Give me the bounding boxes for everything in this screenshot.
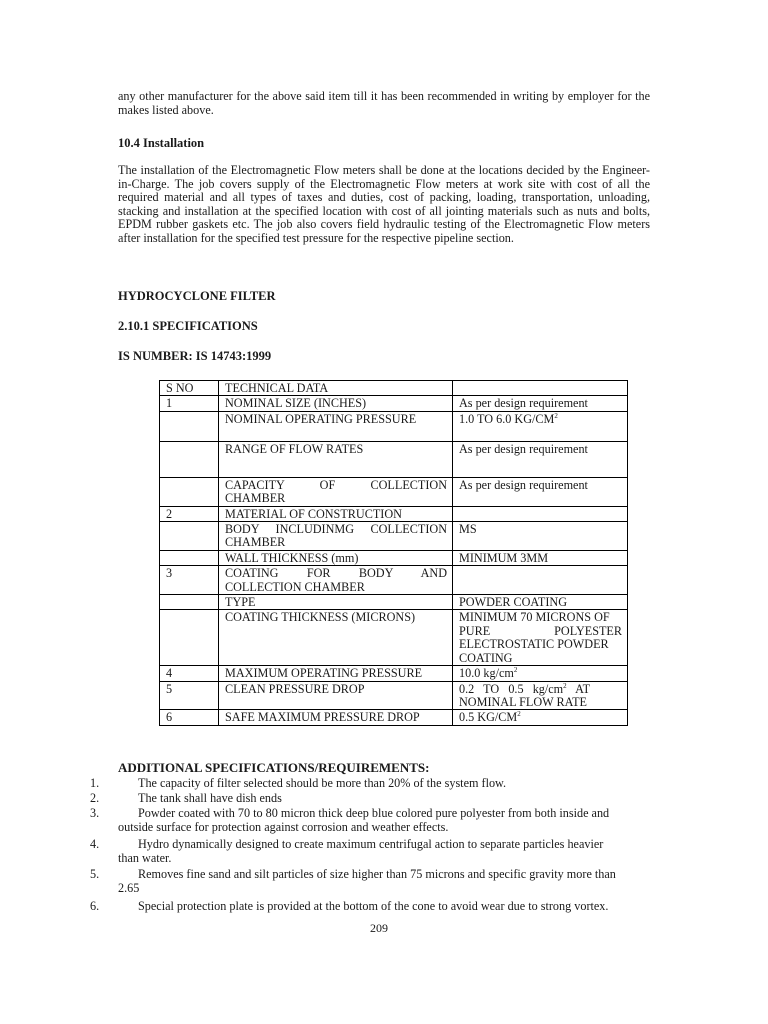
table-row <box>160 522 628 551</box>
row-sno: 2 <box>160 506 219 521</box>
row-value: POWDER COATING <box>453 595 628 610</box>
row-value: MINIMUM 3MM <box>453 550 628 565</box>
row-data: COATING THICKNESS (MICRONS) <box>219 610 453 666</box>
row-sno: 1 <box>160 396 219 411</box>
list-text: The tank shall have dish ends <box>138 791 282 805</box>
table-row <box>160 566 628 595</box>
row-sno <box>160 441 219 477</box>
table-row <box>160 441 628 477</box>
row-data: MAXIMUM OPERATING PRESSURE <box>219 666 453 681</box>
row-data: SAFE MAXIMUM PRESSURE DROP <box>219 710 453 725</box>
section-title: HYDROCYCLONE FILTER <box>118 289 276 303</box>
row-value: MS <box>453 522 628 551</box>
additional-heading: ADDITIONAL SPECIFICATIONS/REQUIREMENTS: <box>118 760 430 775</box>
header-value <box>453 381 628 396</box>
row-sno <box>160 477 219 506</box>
header-technical-data: TECHNICAL DATA <box>219 381 453 396</box>
row-data: NOMINAL OPERATING PRESSURE <box>219 411 453 441</box>
row-data: CLEAN PRESSURE DROP <box>219 681 453 710</box>
installation-heading: 10.4 Installation <box>118 136 205 150</box>
list-text-continued: than water. <box>118 850 172 865</box>
row-data: NOMINAL SIZE (INCHES) <box>219 396 453 411</box>
list-number: 5. <box>90 867 100 881</box>
list-text: Removes fine sand and silt particles of size higher than 75 microns and specific gravity more than <box>138 867 616 881</box>
row-value <box>453 506 628 521</box>
table-header-row <box>160 381 628 396</box>
list-text-continued: 2.65 <box>118 880 140 895</box>
row-sno: 3 <box>160 566 219 595</box>
spec-table <box>159 380 628 726</box>
row-data: WALL THICKNESS (mm) <box>219 550 453 565</box>
row-data: CAPACITY OF COLLECTION CHAMBER <box>219 477 453 506</box>
table-row <box>160 595 628 610</box>
list-number: 1. <box>90 776 100 790</box>
row-sno: 6 <box>160 710 219 725</box>
table-row <box>160 610 628 666</box>
list-number: 6. <box>90 899 100 913</box>
installation-paragraph: The installation of the Electromagnetic Flow meters shall be done at the locations decided by the Engineer-in-Charge. The job covers supply of the Electromagnetic Flow meters at work site with cost of all the required material and all types of taxes and duties, cost of packing, loading, transportation, unloading, stacking and installation at the specified location with cost of all jointing materials such as nuts and bolts, EPDM rubber gaskets etc. The job also covers field hydraulic testing of the Electromagnetic Flow meters after installation for the specified test pressure for the respective pipeline section. <box>118 163 650 245</box>
row-data: RANGE OF FLOW RATES <box>219 441 453 477</box>
row-value: 0.2 TO 0.5 $kg/cm^2$ AT NOMINAL FLOW RATE <box>453 681 628 710</box>
row-sno: 4 <box>160 666 219 681</box>
table-row <box>160 506 628 521</box>
page-number: 209 <box>370 921 388 935</box>
list-text: The capacity of filter selected should be more than 20% of the system flow. <box>138 776 507 790</box>
row-sno: 5 <box>160 681 219 710</box>
row-sno <box>160 411 219 441</box>
is-number: IS NUMBER: IS 14743:1999 <box>118 349 272 363</box>
header-sno: S NO <box>160 381 219 396</box>
table-row <box>160 710 628 725</box>
row-sno <box>160 595 219 610</box>
list-number: 4. <box>90 837 100 851</box>
row-data: BODY INCLUDINMG COLLECTION CHAMBER <box>219 522 453 551</box>
spec-heading: 2.10.1 SPECIFICATIONS <box>118 319 258 333</box>
intro-paragraph: any other manufacturer for the above said item till it has been recommended in writing by employer for the makes listed above. <box>118 89 650 117</box>
table-row <box>160 666 628 681</box>
table-row <box>160 681 628 710</box>
list-text: Powder coated with 70 to 80 micron thick deep blue colored pure polyester from both inside and <box>138 806 610 820</box>
row-sno <box>160 522 219 551</box>
row-data: COATING FOR BODY AND COLLECTION CHAMBER <box>219 566 453 595</box>
row-value: MINIMUM 70 MICRONS OF PURE POLYESTER ELECTROSTATIC POWDER COATING <box>453 610 628 666</box>
list-text: Hydro dynamically designed to create maximum centrifugal action to separate particles heavier <box>138 837 604 851</box>
table-row <box>160 477 628 506</box>
row-value: As per design requirement <box>453 441 628 477</box>
row-value: 0.5 $KG/CM^2$ <box>453 710 628 725</box>
list-text-continued: outside surface for protection against corrosion and weather effects. <box>118 819 449 834</box>
row-data: TYPE <box>219 595 453 610</box>
table-row <box>160 411 628 441</box>
row-sno <box>160 610 219 666</box>
row-value: As per design requirement <box>453 396 628 411</box>
table-row <box>160 396 628 411</box>
row-value: As per design requirement <box>453 477 628 506</box>
row-value <box>453 566 628 595</box>
list-text: Special protection plate is provided at the bottom of the cone to avoid wear due to strong vortex. <box>138 899 609 913</box>
row-value: 10.0 $kg/cm^2$ <box>453 666 628 681</box>
table-row <box>160 550 628 565</box>
row-value: 1.0 TO 6.0 $KG/CM^2$ <box>453 411 628 441</box>
list-number: 2. <box>90 791 100 805</box>
row-data: MATERIAL OF CONSTRUCTION <box>219 506 453 521</box>
row-sno <box>160 550 219 565</box>
list-number: 3. <box>90 806 100 820</box>
